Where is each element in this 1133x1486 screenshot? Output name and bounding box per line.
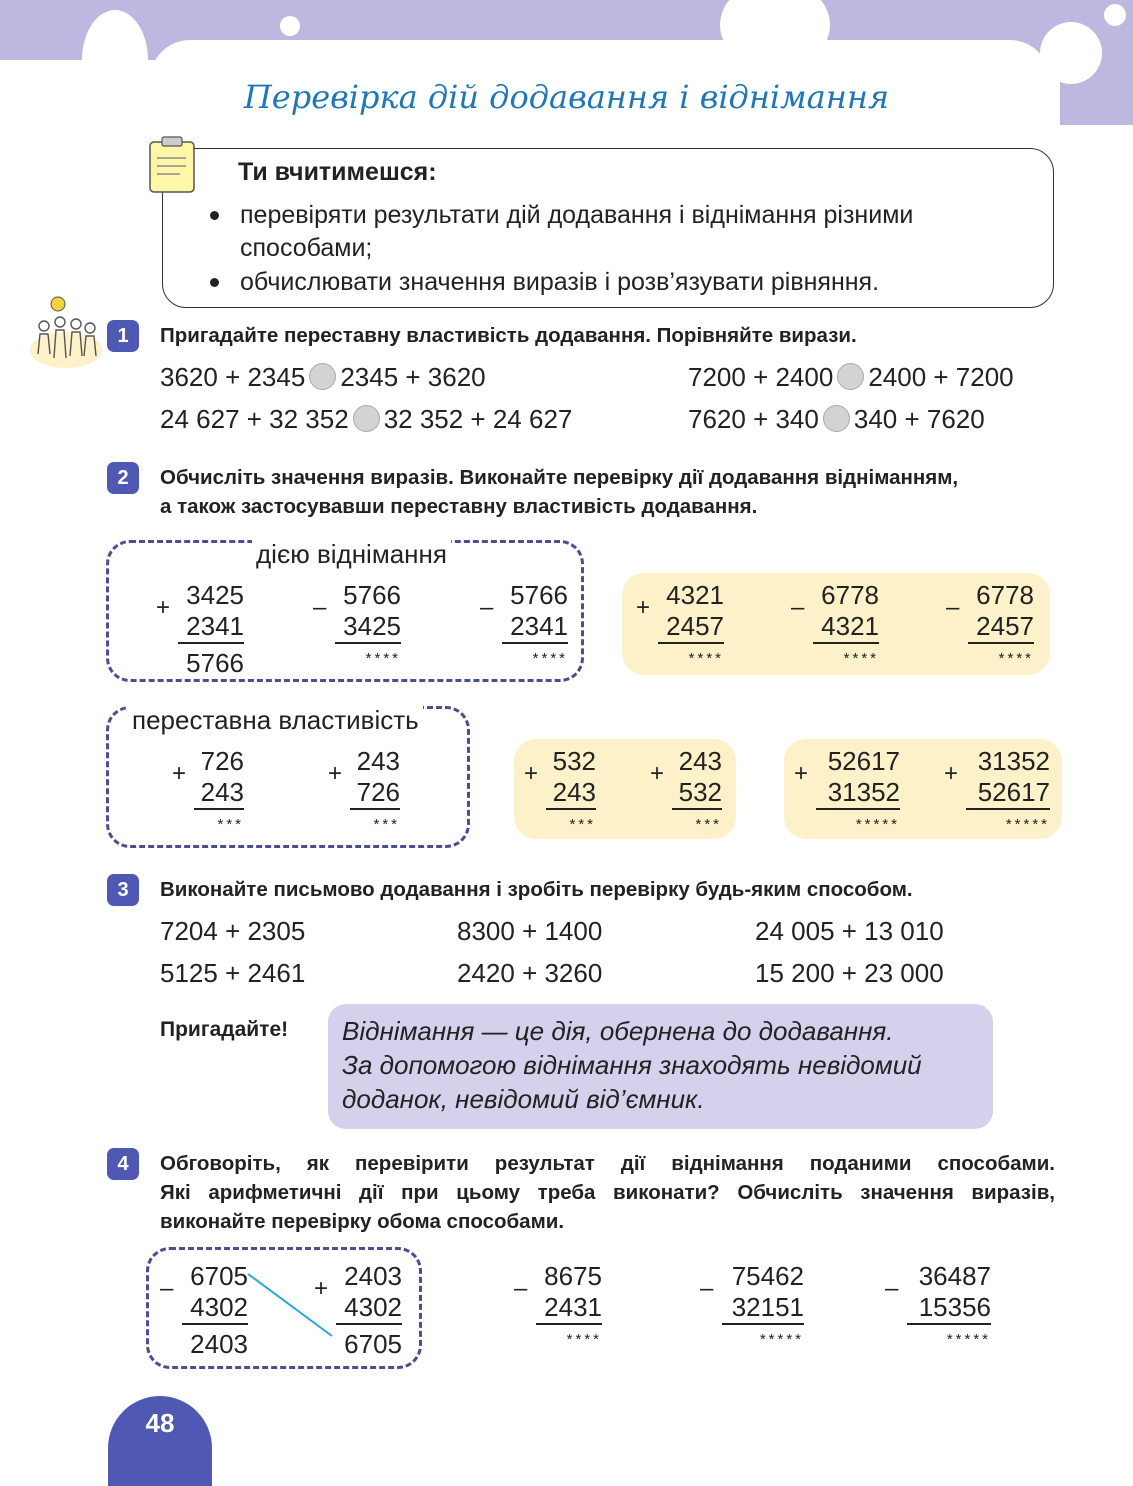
result-placeholder: ***** xyxy=(759,1331,804,1348)
operation-sign: + xyxy=(794,760,809,787)
column-calculation xyxy=(881,1261,991,1351)
operand-top: 6705 xyxy=(190,1261,248,1291)
expression: 5125 + 2461 xyxy=(160,958,306,988)
decor-dot xyxy=(1104,4,1126,26)
comparison-row xyxy=(160,362,486,393)
task1-instruction: Пригадайте переставну властивість додавання. Порівняйте вирази. xyxy=(160,324,857,347)
operation-sign: – xyxy=(700,1275,714,1302)
operand-bottom: 31352 xyxy=(816,777,900,810)
decor-dot xyxy=(280,16,300,36)
operand-bottom: 2431 xyxy=(536,1292,602,1325)
expression: 24 627 + 32 352 xyxy=(160,404,349,434)
expression: 7620 + 340 xyxy=(688,404,819,434)
column-calculation xyxy=(486,746,596,836)
operation-sign: + xyxy=(314,1275,329,1302)
operation-sign: – xyxy=(946,594,960,621)
operand-bottom: 2341 xyxy=(502,611,568,644)
operand-bottom: 4321 xyxy=(813,611,879,644)
operand-bottom: 15356 xyxy=(907,1292,991,1325)
operand-top: 532 xyxy=(552,746,596,776)
task4-instruction-line1: Обговоріть, як перевірити результат дії віднімання поданими способами. xyxy=(160,1152,1055,1175)
result-placeholder: *** xyxy=(569,816,596,833)
comparison-row xyxy=(688,404,985,435)
remember-line: Віднімання — це дія, обернена до додавання. xyxy=(342,1016,894,1046)
result-placeholder: *** xyxy=(373,816,400,833)
result-placeholder: **** xyxy=(532,650,568,667)
operation-sign: – xyxy=(480,594,494,621)
operand-bottom: 2457 xyxy=(658,611,724,644)
expression: 7200 + 2400 xyxy=(688,362,834,392)
result-placeholder: ***** xyxy=(855,816,900,833)
result-placeholder: ***** xyxy=(1005,816,1050,833)
operand-bottom: 243 xyxy=(546,777,596,810)
operand-bottom: 726 xyxy=(350,777,400,810)
operation-sign: – xyxy=(885,1275,899,1302)
result-placeholder: *** xyxy=(217,816,244,833)
task4-instruction-line3: виконайте перевірку обома способами. xyxy=(160,1210,565,1233)
operation-sign: + xyxy=(156,594,171,621)
column-calculation xyxy=(924,580,1034,670)
operand-bottom: 3425 xyxy=(335,611,401,644)
column-calculation xyxy=(290,746,400,836)
result: 5766 xyxy=(186,648,244,678)
operand-top: 8675 xyxy=(544,1261,602,1291)
expression: 32 352 + 24 627 xyxy=(383,404,573,434)
expression: 2345 + 3620 xyxy=(340,362,486,392)
column-calculation xyxy=(769,580,879,670)
operand-bottom: 243 xyxy=(194,777,244,810)
operation-sign: + xyxy=(172,760,187,787)
operation-sign: – xyxy=(791,594,805,621)
result-placeholder: ***** xyxy=(946,1331,991,1348)
column-calculation xyxy=(138,1261,248,1360)
operand-top: 5766 xyxy=(343,580,401,610)
operand-top: 75462 xyxy=(731,1261,804,1291)
comparison-row xyxy=(160,404,572,435)
operand-top: 2403 xyxy=(344,1261,402,1291)
operation-sign: + xyxy=(636,594,651,621)
column-calculation xyxy=(790,746,900,836)
column-calculation xyxy=(940,746,1050,836)
people-idea-icon xyxy=(28,292,104,370)
operand-top: 52617 xyxy=(827,746,900,776)
compare-circle[interactable] xyxy=(353,405,380,432)
compare-circle[interactable] xyxy=(823,405,850,432)
expression: 340 + 7620 xyxy=(853,404,985,434)
column-calculation xyxy=(612,746,722,836)
learning-goal-item: обчислювати значення виразів і розв’язувати рівняння. xyxy=(240,268,880,296)
column-calculation xyxy=(291,580,401,670)
operand-bottom: 532 xyxy=(672,777,722,810)
expression: 7204 + 2305 xyxy=(160,916,306,946)
operation-sign: + xyxy=(328,760,343,787)
column-calculation xyxy=(694,1261,804,1351)
operation-sign: + xyxy=(650,760,665,787)
box-label: дією віднімання xyxy=(252,539,451,570)
box-label: переставна властивість xyxy=(128,705,423,736)
result-placeholder: **** xyxy=(998,650,1034,667)
expression: 24 005 + 13 010 xyxy=(755,916,944,946)
expression: 3620 + 2345 xyxy=(160,362,306,392)
learning-goals-heading: Ти вчитимешся: xyxy=(238,158,437,186)
operand-top: 243 xyxy=(356,746,400,776)
compare-circle[interactable] xyxy=(837,363,864,390)
operand-bottom: 52617 xyxy=(966,777,1050,810)
operation-sign: + xyxy=(944,760,959,787)
expression: 2400 + 7200 xyxy=(868,362,1014,392)
operand-bottom: 2457 xyxy=(968,611,1034,644)
expression: 2420 + 3260 xyxy=(457,958,603,988)
operand-bottom: 32151 xyxy=(722,1292,804,1325)
operation-sign: – xyxy=(313,594,327,621)
task4-instruction-line2: Які арифметичні дії при цьому треба виконати? Обчисліть значення виразів, xyxy=(160,1181,1055,1204)
result: 6705 xyxy=(344,1329,402,1359)
bullet-icon xyxy=(210,278,219,287)
result: 2403 xyxy=(190,1329,248,1359)
compare-circle[interactable] xyxy=(309,363,336,390)
comparison-row xyxy=(688,362,1014,393)
decor-dot xyxy=(1040,22,1102,84)
column-calculation xyxy=(614,580,724,670)
column-calculation xyxy=(292,1261,402,1360)
result-placeholder: **** xyxy=(365,650,401,667)
result-placeholder: *** xyxy=(695,816,722,833)
operand-top: 6778 xyxy=(821,580,879,610)
operand-top: 3425 xyxy=(186,580,244,610)
column-calculation xyxy=(492,1261,602,1351)
expression: 15 200 + 23 000 xyxy=(755,958,944,988)
task2-instruction-line1: Обчисліть значення виразів. Виконайте перевірку дії додавання відніманням, xyxy=(160,466,959,489)
remember-line: доданок, невідомий від’ємник. xyxy=(342,1084,705,1114)
operation-sign: + xyxy=(524,760,539,787)
operation-sign: – xyxy=(160,1275,174,1302)
operand-top: 4321 xyxy=(666,580,724,610)
result-placeholder: **** xyxy=(566,1331,602,1348)
task-number-badge: 3 xyxy=(107,874,139,906)
note-icon xyxy=(144,134,200,196)
operand-bottom: 4302 xyxy=(336,1292,402,1325)
task3-instruction: Виконайте письмово додавання і зробіть перевірку будь-яким способом. xyxy=(160,878,913,901)
operand-top: 726 xyxy=(200,746,244,776)
expression: 8300 + 1400 xyxy=(457,916,603,946)
task-number-badge: 1 xyxy=(107,320,139,352)
column-calculation xyxy=(458,580,568,670)
task-number-badge: 2 xyxy=(107,462,139,494)
operand-bottom: 4302 xyxy=(182,1292,248,1325)
learning-goal-item: перевіряти результати дій додавання і віднімання різними способами; xyxy=(240,201,914,262)
bullet-icon xyxy=(210,211,219,220)
remember-label: Пригадайте! xyxy=(160,1018,289,1041)
column-calculation xyxy=(134,746,244,836)
result-placeholder: **** xyxy=(688,650,724,667)
result-placeholder: **** xyxy=(843,650,879,667)
operand-bottom: 2341 xyxy=(178,611,244,644)
remember-text xyxy=(342,1014,982,1116)
operand-top: 243 xyxy=(678,746,722,776)
operand-top: 6778 xyxy=(976,580,1034,610)
remember-line: За допомогою віднімання знаходять невідомий xyxy=(342,1050,922,1080)
operand-top: 5766 xyxy=(510,580,568,610)
operand-top: 36487 xyxy=(918,1261,991,1291)
page-title: Перевірка дій додавання і віднімання xyxy=(243,78,890,116)
task2-instruction-line2: а також застосувавши переставну властивість додавання. xyxy=(160,495,758,518)
operation-sign: – xyxy=(514,1275,528,1302)
operand-top: 31352 xyxy=(977,746,1050,776)
task-number-badge: 4 xyxy=(107,1148,139,1180)
column-calculation xyxy=(134,580,244,679)
page-number: 48 xyxy=(145,1408,175,1438)
